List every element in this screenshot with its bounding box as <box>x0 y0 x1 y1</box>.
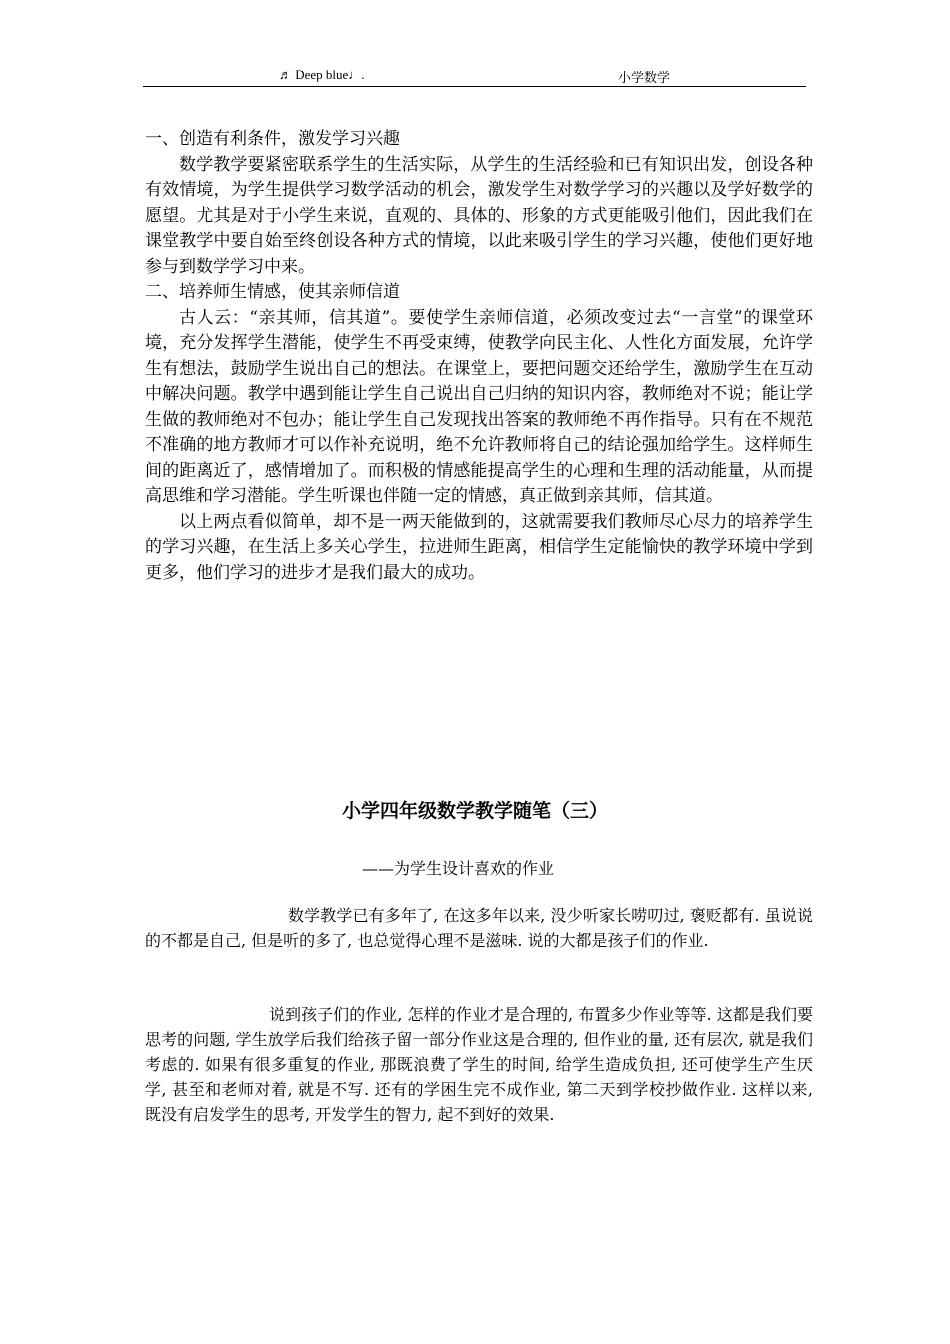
article-paragraph-1: 数学教学已有多年了, 在这多年以来, 没少听家长唠叨过, 褒贬都有. 虽说说的不都是自己, 但是听的多了, 也总觉得心理不是滋味. 说的大都是孩子们的作业. <box>145 906 813 950</box>
header-left-text: ♬ Deep blue♩. <box>279 67 365 82</box>
article-paragraph-2: 说到孩子们的作业, 怎样的作业才是合理的, 布置多少作业等等. 这都是我们要思考的问题, 学生放学后我们给孩子留一部分作业这是合理的, 但作业的量, 还有层次, 就是我们考虑的. 如果有很多重复的作业, 那既浪费了学生的时间, 给学生造成负担, 还可使学生产生厌学, 甚至和老师对着, 就是不写. 还有的学困生完不成作业, 第二天到学校抄做作业. 这样以来, 既没有启发学生的思考, 开发学生的智力, 起不到好的效果. <box>145 1005 813 1124</box>
header-right-text: 小学数学 <box>618 71 671 86</box>
article-title: 小学四年级数学教学随笔（三） <box>341 800 608 822</box>
article-paragraph-block-2 <box>145 1002 813 1127</box>
section-paragraph-3: 以上两点看似简单，却不是一两天能做到的，这就需要我们教师尽心尽力的培养学生的学习兴趣，在生活上多关心学生，拉进师生距离，相信学生定能愉快的教学环境中学到更多，他们学习的进步才是我们最大的成功。 <box>145 511 813 583</box>
article-paragraph-block-1 <box>145 903 813 953</box>
section-heading-1: 一、创造有利条件，激发学习兴趣 <box>145 129 400 149</box>
article-subtitle: ——为学生设计喜欢的作业 <box>362 859 555 878</box>
essay-section <box>145 127 813 586</box>
section-heading-2: 二、培养师生情感，使其亲师信道 <box>145 282 400 302</box>
section-paragraph-1: 数学教学要紧密联系学生的生活实际，从学生的生活经验和已有知识出发，创设各种有效情境，为学生提供学习数学活动的机会，激发学生对数学学习的兴趣以及学好数学的愿望。尤其是对于小学生来说，直观的、具体的、形象的方式更能吸引他们，因此我们在课堂教学中要自始至终创设各种方式的情境，以此来吸引学生的学习兴趣，使他们更好地参与到数学学习中来。 <box>145 154 813 277</box>
page-header <box>143 64 806 87</box>
section-paragraph-2: 古人云：“亲其师，信其道”。要使学生亲师信道，必须改变过去“一言堂”的课堂环境，充分发挥学生潜能，使学生不再受束缚，使教学向民主化、人性化方面发展，允许学生有想法，鼓励学生说出自己的想法。在课堂上，要把问题交还给学生，激励学生在互动中解决问题。教学中遇到能让学生自己说出自己归纳的知识内容，教师绝对不说；能让学生做的教师绝对不包办；能让学生自己发现找出答案的教师绝不再作指导。只有在不规范不准确的地方教师才可以作补充说明，绝不允许教师将自己的结论强加给学生。这样师生间的距离近了，感情增加了。而积极的情感能提高学生的心理和生理的活动能量，从而提高思维和学习潜能。学生听课也伴随一定的情感，真正做到亲其师，信其道。 <box>145 307 813 506</box>
